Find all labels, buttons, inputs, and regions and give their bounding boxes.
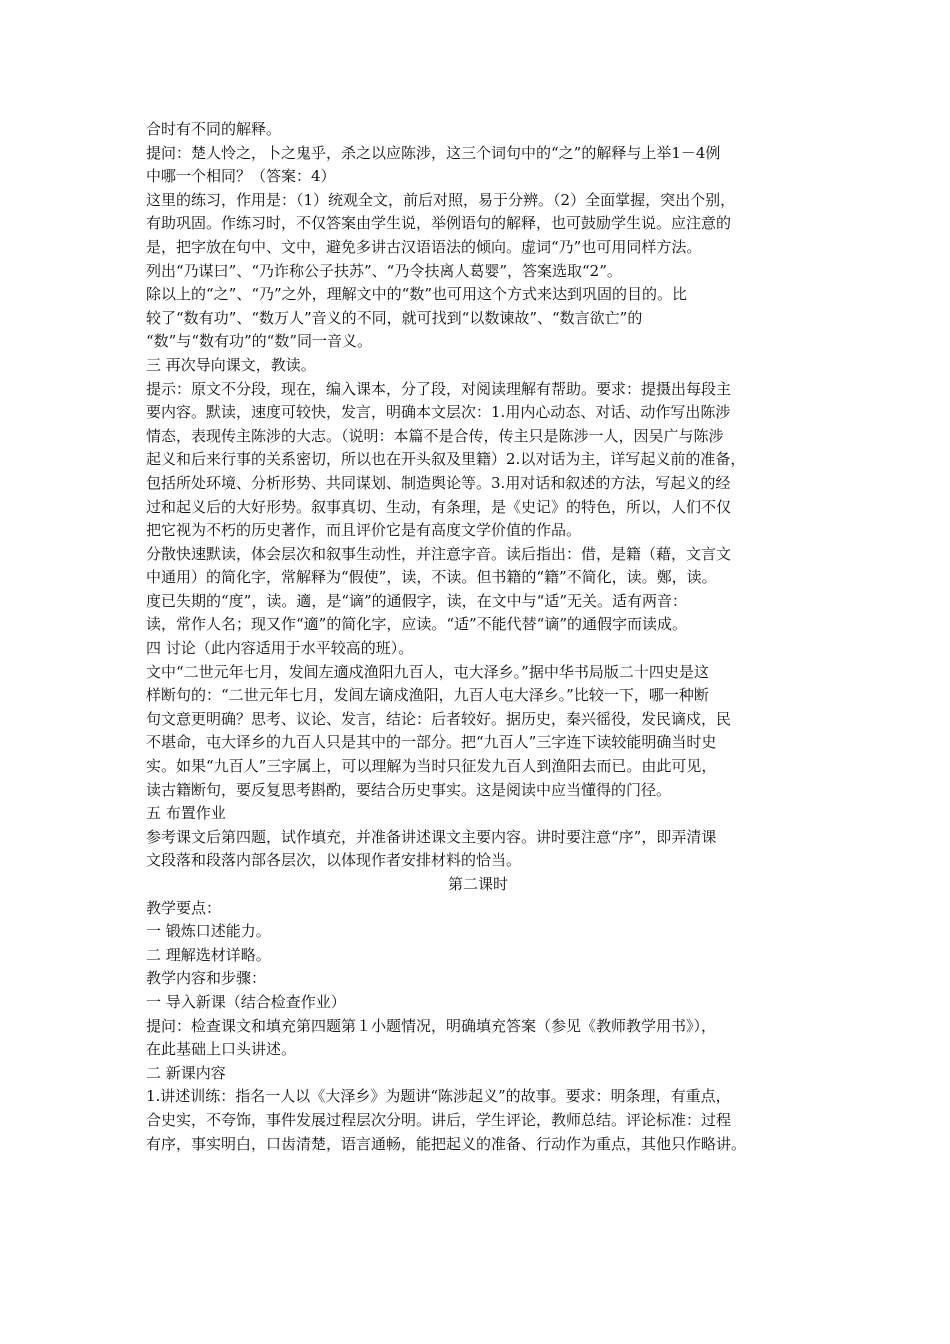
text-line: 这里的练习，作用是：（1）统观全文，前后对照，易于分辨。（2）全面掌握，突出个别， [146, 190, 736, 209]
text-line: 除以上的“之”、“乃”之外，理解文中的“数”也可用这个方式来达到巩固的目的。比 [146, 285, 688, 304]
text-line: 包括所处环境、分析形势、共同谋划、制造舆论等。3.用对话和叙述的方法，写起义的经 [146, 473, 731, 492]
text-line: 起义和后来行事的关系密切，所以也在开头叙及里籍）2.以对话为主，详写起义前的准备， [146, 450, 746, 469]
text-line: 在此基础上口头讲述。 [146, 1040, 297, 1059]
text-line: 一 导入新课（结合检查作业） [146, 992, 346, 1011]
section-heading: 二 新课内容 [146, 1063, 226, 1082]
text-line: 提问：楚人怜之，卜之鬼乎，杀之以应陈涉，这三个词句中的“之”的解释与上举1－4例 [146, 143, 721, 162]
text-line: 是，把字放在句中、文中，避免多讲古汉语语法的倾向。虚词“乃”也可用同样方法。 [146, 237, 702, 256]
text-line: 不堪命，屯大译乡的九百人只是其中的一部分。把“九百人”三字连下读较能明确当时史 [146, 733, 717, 752]
text-line: 样断句的：“二世元年七月，发闾左谪戍渔阳，九百人屯大泽乡。”比较一下，哪一种断 [146, 686, 709, 705]
text-line: 合史实，不夸饰，事件发展过程层次分明。讲后，学生评论，教师总结。评论标准：过程 [146, 1110, 732, 1129]
text-line: 实。如果“九百人”三字属上，可以理解为当时只征发九百人到渔阳去而已。由此可见， [146, 757, 717, 776]
text-line: 分散快速默读，体会层次和叙事生动性，并注意字音。读后指出：借，是籍（藉，文言文 [146, 544, 732, 563]
text-line: 情态，表现传主陈涉的大志。（说明：本篇不是合传，传主只是陈涉一人，因吴广与陈涉 [146, 426, 724, 445]
section-heading: 四 讨论（此内容适用于水平较高的班）。 [146, 639, 414, 658]
text-line: 参考课文后第四题，试作填充，并准备讲述课文主要内容。讲时要注意“序”，即弄清课 [146, 827, 717, 846]
document-page [146, 118, 810, 1156]
text-line: 一 锻炼口述能力。 [146, 922, 271, 941]
text-line: 读古籍断句，要反复思考斟酌，要结合历史事实。这是阅读中应当懂得的门径。 [146, 780, 672, 799]
section-heading: 三 再次导向课文，教读。 [146, 355, 316, 374]
text-line: 中通用）的简化字，常解释为“假使”，读，不读。但书籍的“籍”不简化，读。鄭，读。 [146, 568, 717, 587]
text-line: 要内容。默读，速度可较快，发言，明确本文层次：1.用内心动态、对话、动作写出陈涉 [146, 403, 731, 422]
text-line: 列出“乃谋曰”、“乃诈称公子扶苏”、“乃令扶离人葛婴”，答案选取“2”。 [146, 261, 622, 280]
text-line: 把它视为不朽的历史著作，而且评价它是有高度文学价值的作品。 [146, 521, 582, 540]
lesson-title: 第二课时 [447, 875, 508, 893]
text-line: 1.讲述训练：指名一人以《大泽乡》为题讲“陈涉起义”的故事。要求：明条理，有重点， [146, 1087, 731, 1106]
text-line: 合时有不同的解释。 [146, 120, 282, 138]
text-line: 文段落和段落内部各层次，以体现作者安排材料的恰当。 [146, 851, 522, 870]
text-line: 提问：检查课文和填充第四题第１小题情况，明确填充答案（参见《教师教学用书》）， [146, 1016, 717, 1035]
text-line: 二 理解选材详略。 [146, 945, 271, 964]
text-line: 较了“数有功”、“数万人”音义的不同，就可找到“以数谏故”、“数言欲亡”的 [146, 308, 643, 327]
text-line: 文中“二世元年七月，发闾左適戍渔阳九百人，屯大泽乡。”据中华书局版二十四史是这 [146, 662, 709, 681]
text-line: 过和起义后的大好形势。叙事真切、生动，有条理，是《史记》的特色，所以，人们不仅 [146, 497, 732, 516]
text-line: 有助巩固。作练习时，不仅答案由学生说，举例语句的解释，也可鼓励学生说。应注意的 [146, 214, 732, 233]
text-line: 中哪一个相同？（答案：4） [146, 167, 336, 186]
section-heading: 五 布置作业 [146, 804, 226, 823]
section-heading: 教学内容和步骤： [146, 969, 267, 988]
text-line: 度已失期的“度”，读。適，是“谪”的通假字，读，在文中与“适”无关。适有两音： [146, 591, 688, 610]
section-heading: 教学要点： [146, 898, 222, 917]
text-line: 提示：原文不分段，现在，编入课本，分了段，对阅读理解有帮助。要求：提摄出每段主 [146, 379, 732, 398]
text-line: 有序，事实明白，口齿清楚，语言通畅，能把起义的准备、行动作为重点，其他只作略讲。 [146, 1134, 747, 1153]
text-line: 句文意更明确？思考、议论、发言，结论：后者较好。据历史，秦兴徭役，发民谪戍，民 [146, 709, 732, 728]
text-line: “数”与“数有功”的“数”同一音义。 [146, 332, 373, 351]
text-line: 读，常作人名；现又作“適”的简化字，应读。“适”不能代替“谪”的通假字而读成。 [146, 615, 688, 634]
